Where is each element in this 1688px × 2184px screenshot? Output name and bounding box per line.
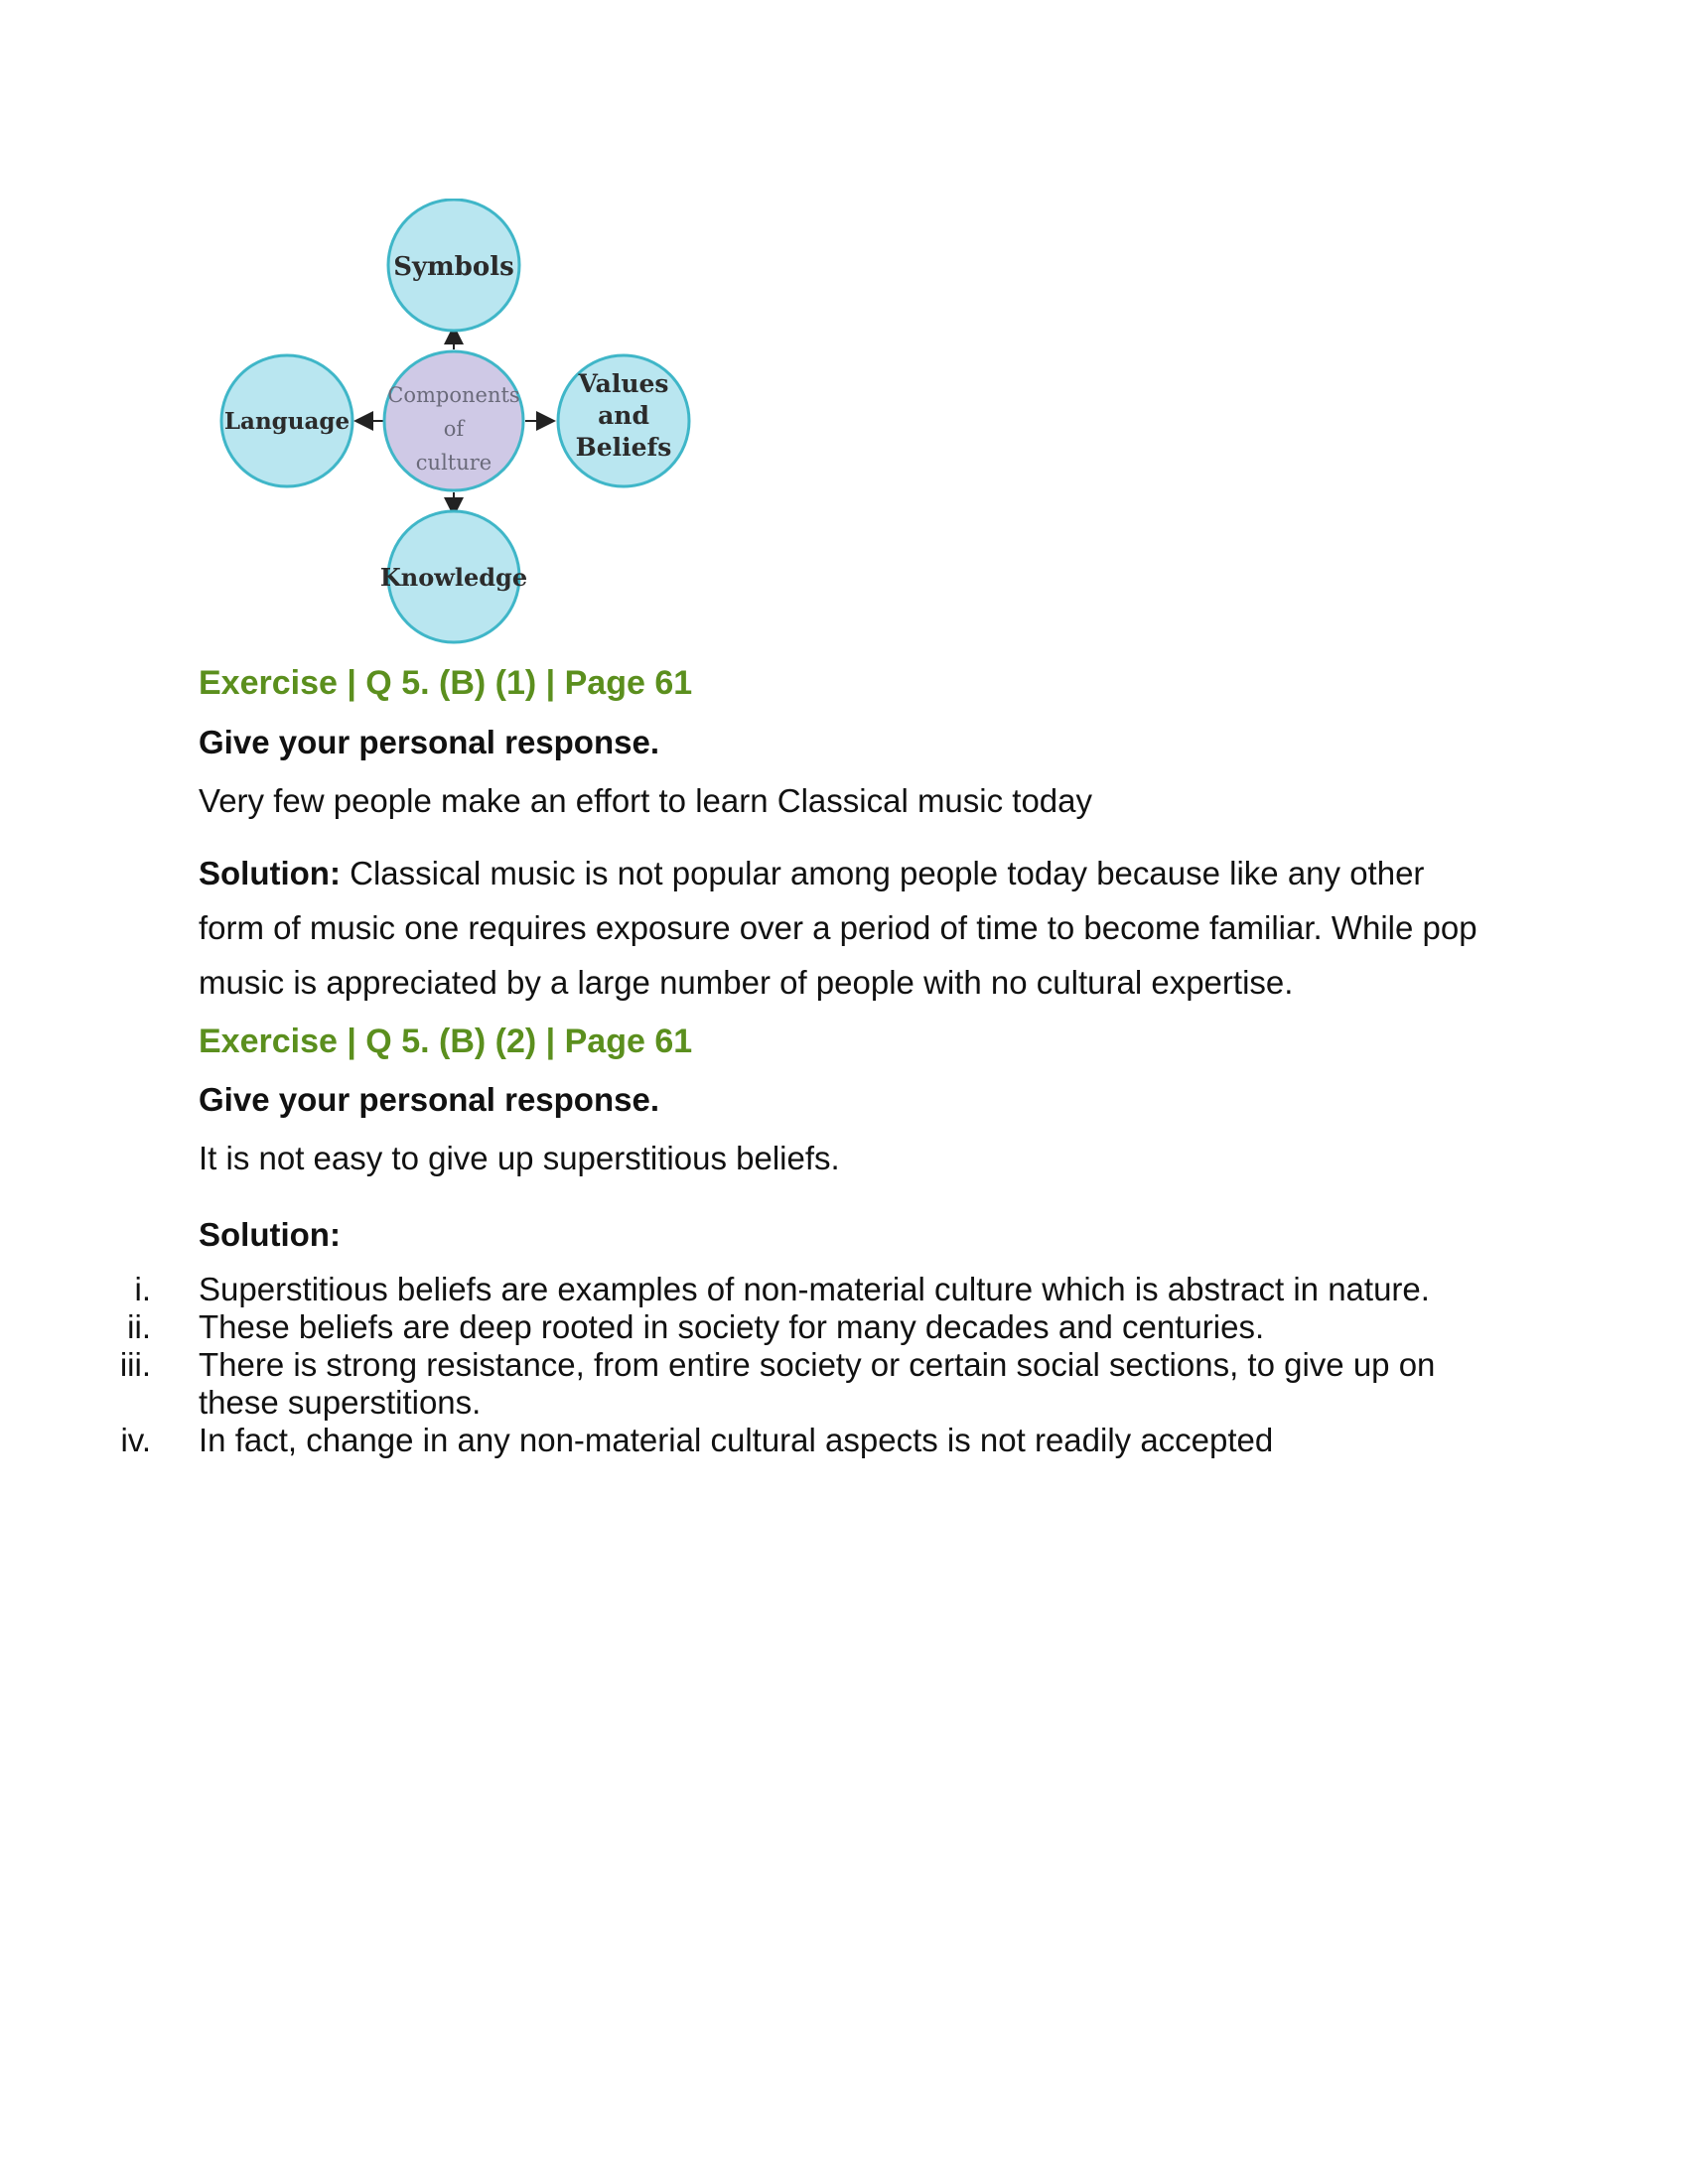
node-values-line2: and xyxy=(598,401,649,430)
section2-heading: Exercise | Q 5. (B) (2) | Page 61 xyxy=(199,1023,693,1060)
list-item-text: There is strong resistance, from entire society or certain social sections, to give up on these superstitions. xyxy=(199,1346,1436,1421)
list-item-text: Superstitious beliefs are examples of non-material culture which is abstract in nature. xyxy=(199,1271,1430,1307)
list-item-number: i. xyxy=(134,1271,151,1307)
node-symbols xyxy=(388,200,519,331)
list-item xyxy=(109,1422,1479,1459)
section2-prompt: It is not easy to give up superstitious beliefs. xyxy=(199,1140,840,1176)
section1-solution xyxy=(199,846,1479,1010)
center-label-line3: culture xyxy=(415,451,492,475)
section1-prompt: Very few people make an effort to learn Classical music today xyxy=(199,782,1093,819)
node-language-label: Language xyxy=(223,408,351,435)
node-knowledge xyxy=(380,511,527,642)
list-item-number: ii. xyxy=(127,1308,151,1345)
diagram-svg xyxy=(199,199,755,655)
list-item xyxy=(109,1308,1479,1346)
list-item-text: These beliefs are deep rooted in society for many decades and centuries. xyxy=(199,1308,1265,1345)
list-item-number: iv. xyxy=(120,1422,151,1458)
list-item-text: In fact, change in any non-material cultural aspects is not readily accepted xyxy=(199,1422,1274,1458)
node-knowledge-label: Knowledge xyxy=(379,563,528,592)
section1-heading: Exercise | Q 5. (B) (1) | Page 61 xyxy=(199,664,693,702)
node-components-of-culture xyxy=(384,351,523,490)
list-item-number: iii. xyxy=(119,1346,151,1383)
solution-list xyxy=(109,1271,1499,1459)
list-item xyxy=(109,1271,1479,1308)
node-values-line1: Values xyxy=(578,369,669,398)
center-label-line2: of xyxy=(443,417,465,441)
components-of-culture-diagram xyxy=(199,199,755,655)
list-item xyxy=(109,1346,1479,1422)
section1-solution-label: Solution: xyxy=(199,855,341,891)
section1-question: Give your personal response. xyxy=(199,724,659,760)
node-values-line3: Beliefs xyxy=(575,433,672,462)
node-values-and-beliefs xyxy=(558,355,689,486)
section1-solution-text: Classical music is not popular among people today because like any other form of music one requires exposure over a period of time to become familiar. While pop music is appreciated by a large number of people with no cultural expertise. xyxy=(199,855,1477,1001)
center-label-line1: Components xyxy=(387,383,520,407)
section2-question: Give your personal response. xyxy=(199,1081,659,1118)
node-symbols-label: Symbols xyxy=(393,252,514,282)
node-language xyxy=(221,355,352,486)
section2-solution-label: Solution: xyxy=(199,1216,341,1253)
